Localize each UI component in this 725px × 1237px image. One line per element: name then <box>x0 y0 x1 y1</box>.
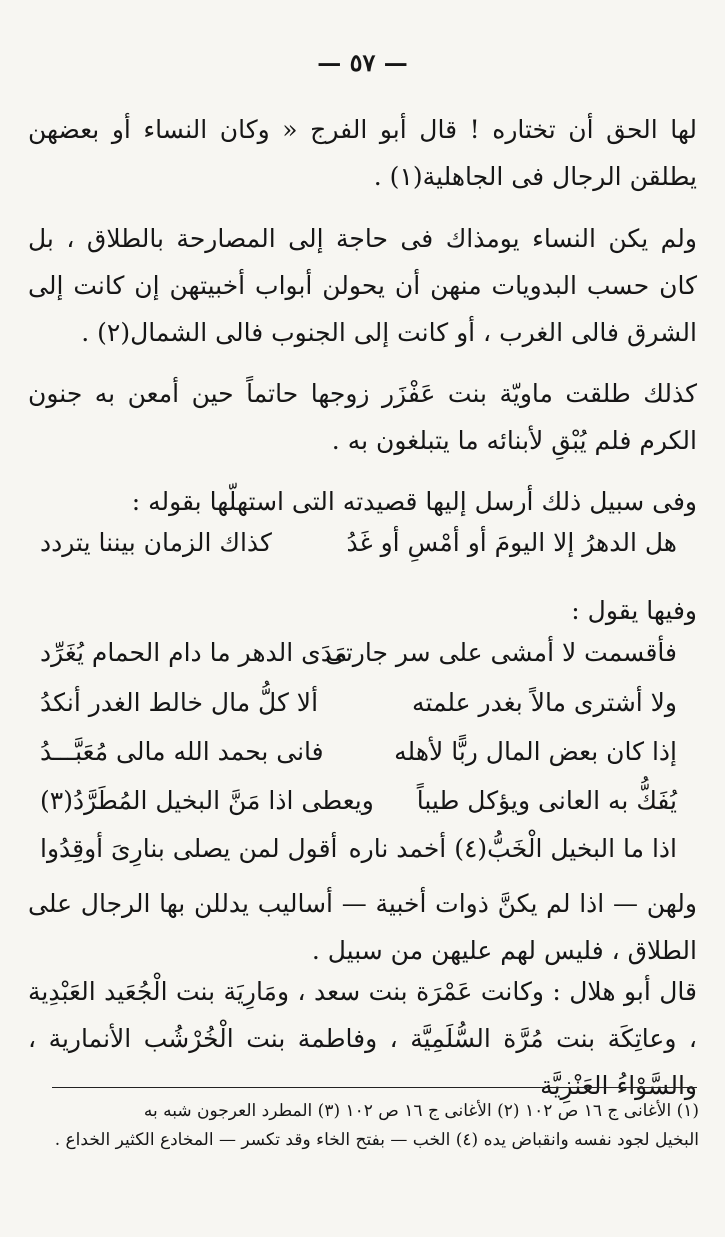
paragraph-signals: ولهن — اذا لم يكنَّ ذوات أخبية — أساليب يدللن بها الرجال على الطلاق ، فليس لهم عليهن من سبيل . <box>28 889 697 965</box>
verse-second-hemistich: أقول لمن يصلى بنارِىَ أوقِدُوا <box>40 834 338 863</box>
verse-first-hemistich: إذا كان بعض المال ربًّا لأهله <box>394 737 677 766</box>
paragraph-divorce-jahiliya: لها الحق أن تختاره ! قال أبو الفرج « وكان النساء أو بعضهن يطلقن الرجال فى الجاهلية(١) . <box>28 115 697 191</box>
verse-second-hemistich: كذاك الزمان بيننا يتردد <box>40 528 272 557</box>
paragraph-poem-continue: وفيها يقول : <box>571 596 697 625</box>
paragraph-mawiya: كذلك طلقت ماويّة بنت عَفْزَر زوجها حاتماً حين أمعن به جنون الكرم فلم يُبْقِ لأبنائه ما يتبلغون به . <box>28 379 697 455</box>
poem-verse <box>30 729 695 775</box>
page-number: — ٥٧ — <box>317 48 408 77</box>
footnote-line: (١) الأغانى ج ١٦ ص ١٠٢ (٢) الأغانى ج ١٦ ص ١٠٢ (٣) المطرد العرجون شبه به <box>143 1101 699 1121</box>
paragraph-poem-intro: وفى سبيل ذلك أرسل إليها قصيدته التى استهلّها بقوله : <box>131 487 697 516</box>
footnote-line: البخيل لجود نفسه وانقباض يده (٤) الخب — بفتح الخاء وقد تكسر — المخادع الكثير الخداع . <box>54 1130 699 1150</box>
verse-second-hemistich: ويعطى اذا مَنَّ البخيل المُطَرَّدُ(٣) <box>40 786 374 815</box>
poem-verse <box>30 826 695 872</box>
poem-verse <box>30 520 695 566</box>
verse-first-hemistich: فأقسمت لا أمشى على سر جارتى <box>324 638 677 667</box>
footnotes <box>26 1097 699 1155</box>
paragraph-bedouin-tents: ولم يكن النساء يومذاك فى حاجة إلى المصارحة بالطلاق ، بل كان حسب البدويات منهن أن يحولن أبواب أخبيتهن إن كانت إلى الشرق فالى الغرب ، أو كانت إلى الجنوب فالى الشمال(٢) . <box>28 224 697 347</box>
verse-second-hemistich: ألا كلُّ مال خالط الغدر أنكدُ <box>40 688 319 717</box>
verse-second-hemistich: فانى بحمد الله مالى مُعَبَّـــدُ <box>40 737 324 766</box>
footnote-divider <box>52 1087 697 1088</box>
verse-second-hemistich: مَدَى الدهر ما دام الحمام يُغَرِّد <box>40 638 348 667</box>
verse-first-hemistich: هل الدهرُ إلا اليومَ أو أمْسِ أو غَدُ <box>346 528 677 557</box>
verse-first-hemistich: اذا ما البخيل الْخَبُّ(٤) أخمد ناره <box>348 834 677 863</box>
verse-first-hemistich: يُفَكُّ به العانى ويؤكل طيباً <box>416 786 677 815</box>
verse-first-hemistich: ولا أشترى مالاً بغدر علمته <box>412 688 677 717</box>
paragraph-abu-hilal: قال أبو هلال : وكانت عَمْرَة بنت سعد ، ومَارِيَة بنت الْجُعَيد العَبْدِية ، وعاتِكَة بنت مُرَّة السُّلَمِيَّة ، وفاطمة بنت الْخُرْشُب الأنمارية ، والسَّوْاءُ العَنْزِيَّة <box>28 977 697 1100</box>
poem-verse <box>30 778 695 824</box>
poem-verse <box>30 630 695 676</box>
poem-verse <box>30 680 695 726</box>
